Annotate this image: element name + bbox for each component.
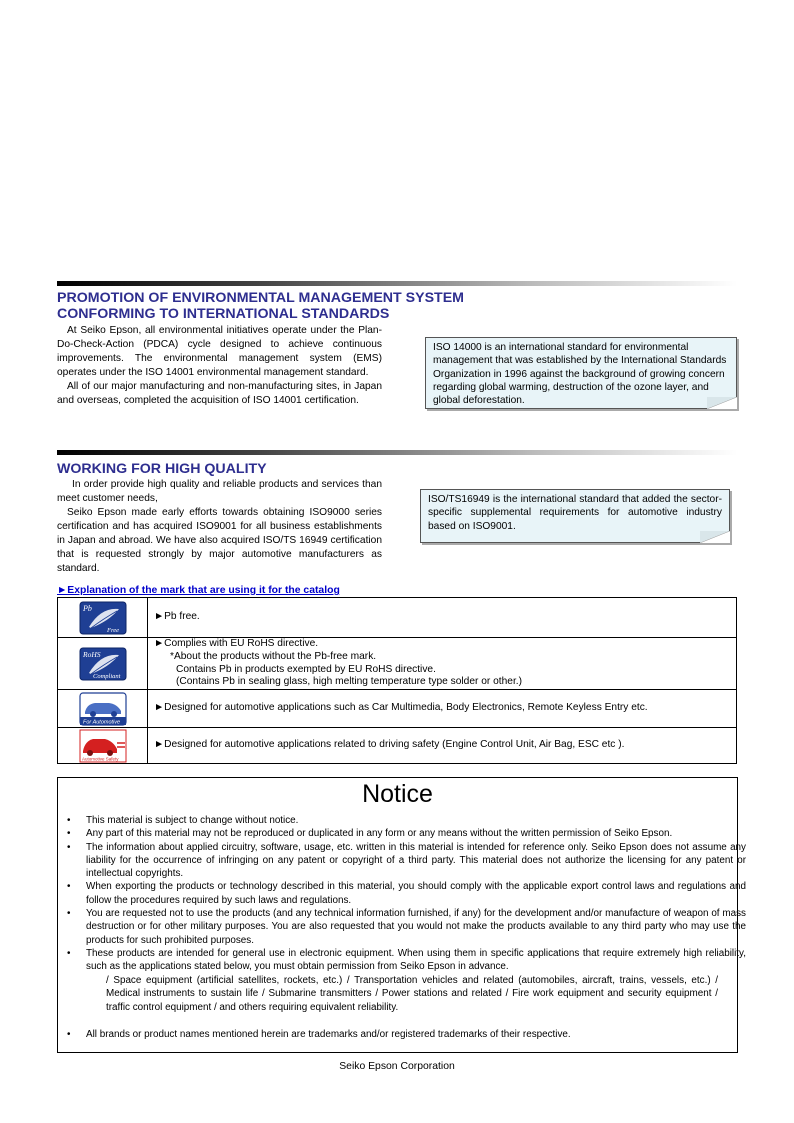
marks-explanation-link[interactable]: ►Explanation of the mark that are using it for the catalog: [57, 585, 340, 596]
mark-desc: [148, 638, 737, 690]
mark-desc-line: ►Pb free.: [154, 611, 200, 623]
section1-para2: All of our major manufacturing and non-manufacturing sites, in Japan and overseas, completed the acquisition of ISO 14001 certification.: [57, 381, 382, 406]
svg-text:For Automotive: For Automotive: [82, 719, 120, 725]
for-automotive-icon: [79, 692, 127, 726]
iso14000-note: [425, 337, 737, 409]
notice-item: • All brands or product names mentioned herein are trademarks and/or registered trademarks of their respective.: [86, 1028, 746, 1041]
notice-list: [58, 814, 746, 974]
notice-item: • This material is subject to change without notice.: [86, 814, 746, 827]
mark-desc-line: ►Complies with EU RoHS directive.: [154, 638, 319, 650]
notice-sub-text: [86, 974, 718, 1014]
section-divider-1: [57, 281, 737, 286]
mark-icon-cell: [58, 598, 148, 638]
svg-text:Automotive Safety: Automotive Safety: [81, 756, 119, 761]
section2-heading: WORKING FOR HIGH QUALITY: [57, 461, 267, 477]
footer-company: Seiko Epson Corporation: [339, 1061, 455, 1072]
section1-para1: At Seiko Epson, all environmental initiatives operate under the Plan-Do-Check-Action (PDCA) cycle designed to achieve continuous improvements. The environmental management system (EMS) operates under the ISO 14001 environmental management standard.: [57, 325, 382, 378]
section2-para1: In order provide high quality and reliable products and services than meet customer needs,: [57, 479, 382, 504]
notice-title: Notice: [362, 780, 433, 808]
section1-body: [57, 324, 382, 408]
svg-text:Pb: Pb: [82, 603, 92, 613]
mark-desc-line: ►Designed for automotive applications such as Car Multimedia, Body Electronics, Remote Keyless Entry etc.: [154, 702, 648, 714]
svg-text:Compliant: Compliant: [92, 672, 120, 680]
notice-item: • When exporting the products or technology described in this material, you should comply with the applicable export control laws and regulations and follow the procedures required by such laws and regulations.: [86, 880, 746, 907]
isots16949-note: [420, 489, 730, 543]
section2-body: [57, 478, 382, 576]
note-fold: [707, 397, 737, 409]
note-fold: [700, 531, 730, 543]
mark-desc-line: Contains Pb in products exempted by EU RoHS directive.: [176, 663, 436, 675]
mark-icon-cell: [58, 728, 148, 764]
section1-heading-line2: CONFORMING TO INTERNATIONAL STANDARDS: [57, 306, 390, 322]
svg-text:RoHS: RoHS: [82, 649, 100, 659]
iso14000-note-text: ISO 14000 is an international standard for environmental management that was established by the International Standards Organization in 1996 against the background of growing concern regarding global warming, destruction of the ozone layer, and global deforestation.: [433, 342, 727, 407]
mark-desc-line: ►Designed for automotive applications related to driving safety (Engine Control Unit, Air Bag, ESC etc ).: [154, 739, 625, 751]
marks-table: [57, 597, 737, 764]
mark-desc: [148, 728, 737, 764]
notice-item: • Any part of this material may not be reproduced or duplicated in any form or any means without the written permission of Seiko Epson.: [86, 827, 746, 840]
mark-row-rohs: [58, 638, 737, 690]
notice-item: • The information about applied circuitry, software, usage, etc. written in this material is intended for reference only. Seiko Epson does not assume any liability for the occurrence of infringing on any patent or copyright of a third party. This material does not authorize the licensing for any patent or intellectual copyrights.: [86, 841, 746, 881]
mark-icon-cell: [58, 638, 148, 690]
section-divider-2: [57, 450, 737, 455]
notice-box: [57, 777, 746, 1053]
svg-text:Free: Free: [106, 626, 119, 634]
notice-item: • You are requested not to use the products (and any technical information furnished, if any) for the development and/or manufacture of weapon of mass destruction or for other military purposes. You are also requested that you would not make the products available to any third party who may use the products for such prohibited purposes.: [86, 907, 746, 947]
mark-desc: [148, 598, 737, 638]
notice-list-last: [58, 1028, 746, 1041]
mark-icon-cell: [58, 690, 148, 728]
mark-row-pb-free: [58, 598, 737, 638]
notice-item: • These products are intended for general use in electronic equipment. When using them in specific applications that require extremely high reliability, such as the applications stated below, you must obtain permission from Seiko Epson in advance.: [86, 947, 746, 974]
notice-sub-text-content: / Space equipment (artificial satellites, rockets, etc.) / Transportation vehicles and related (automobiles, aircraft, trains, vessels, etc.) / Medical instruments to sustain life / Submarine transmitters / Power stations and related / Fire work equipment and security equipment / traffic control equipment / and others requiring equivalent reliability.: [106, 975, 718, 1013]
mark-desc: [148, 690, 737, 728]
pb-free-icon: [79, 601, 127, 635]
mark-row-automotive-safety: [58, 728, 737, 764]
isots16949-note-text: ISO/TS16949 is the international standard that added the sector-specific supplemental requirements for automotive industry based on ISO9001.: [428, 494, 722, 532]
mark-desc-line: *About the products without the Pb-free mark.: [170, 650, 377, 662]
section1-heading-line1: PROMOTION OF ENVIRONMENTAL MANAGEMENT SYSTEM: [57, 290, 464, 306]
rohs-compliant-icon: [79, 647, 127, 681]
mark-desc-line: (Contains Pb in sealing glass, high melting temperature type solder or other.): [176, 676, 522, 688]
section1-heading: [57, 290, 464, 322]
automotive-safety-icon: [79, 729, 127, 763]
mark-row-for-automotive: [58, 690, 737, 728]
section2-para2: Seiko Epson made early efforts towards obtaining ISO9000 series certification and has acquired ISO9001 for all business establishments in Japan and abroad. We have also acquired ISO/TS 16949 certification that is requested strongly by major automotive manufacturers as standard.: [57, 507, 382, 574]
